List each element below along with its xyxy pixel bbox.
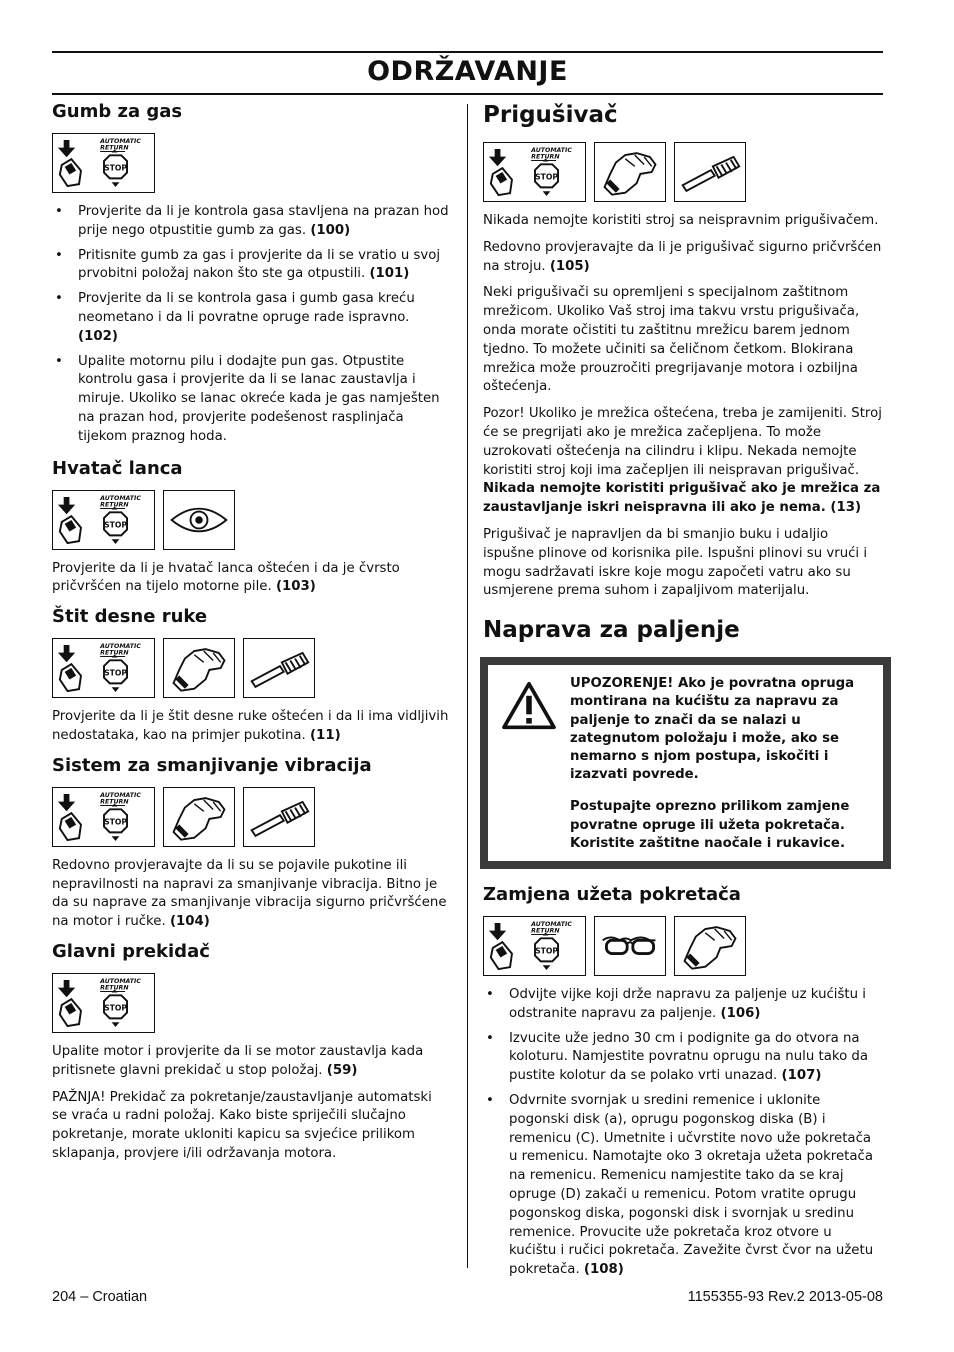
brush-icon xyxy=(674,142,746,202)
page-title: ODRŽAVANJE xyxy=(367,56,568,87)
icon-row-zamjena xyxy=(483,916,883,976)
prekidac-note: PAŽNJA! Prekidač za pokretanje/zaustavljanje automatski se vraća u radni položaj. Kako biste spriječili slučajno pokretanje, morate ukloniti kapicu sa svjećice prilikom sklapanja, provjere i/ili održavanja motora. xyxy=(52,1089,432,1161)
icon-row-gumb xyxy=(52,133,450,193)
list-item: • Odvrnite svornjak u sredini remenice i uklonite pogonski disk (a), oprugu pogonskog diska (B) i remenicu (C). Umetnite i učvrstite novo uže pokretača u remenicu. Namotajte oko 3 okretaja užeta pokretača na remenicu. Remenicu namjestite tako da se kraj opruge (D) zakači u remenicu. Potom vratite oprugu pogonskog diska, pogonski disk i svornjak u sredinu remenice. Provucite uže pokretača kroz otvore u kućištu i ručici pokretača. Zavežite čvrst čvor na užetu pokretača. (108) xyxy=(483,1092,883,1280)
icon-row-hvatac xyxy=(52,490,450,550)
footer-page-number: 204 – Croatian xyxy=(52,1289,148,1305)
warning-text: UPOZORENJE! Ako je povratna opruga montirana na kućištu za napravu za paljenje to znači da se nalazi u zategnutom položaju i može, ako se nemarno s njom postupa, iskočiti i izazvati povrede. xyxy=(570,676,855,783)
gumb-list xyxy=(52,203,450,447)
glove-icon xyxy=(594,142,666,202)
automatic-return-stop-icon xyxy=(483,916,586,976)
left-column xyxy=(52,100,450,1172)
section-heading-prekidac: Glavni prekidač xyxy=(52,940,210,962)
column-separator xyxy=(467,104,468,1268)
automatic-return-stop-icon xyxy=(52,133,155,193)
automatic-return-stop-icon xyxy=(52,973,155,1033)
glove-icon xyxy=(163,787,235,847)
icon-row-prigusivac xyxy=(483,142,883,202)
list-item: • Odvijte vijke koji drže napravu za paljenje uz kućištu i odstranite napravu za paljenje. (106) xyxy=(483,986,883,1024)
glove-icon xyxy=(674,916,746,976)
brush-icon xyxy=(243,638,315,698)
hvatac-text: Provjerite da li je hvatač lanca oštećen i da je čvrsto pričvršćen na tijelo motorne pile. (103) xyxy=(52,560,400,595)
list-item: • Provjerite da li je kontrola gasa stavljena na prazan hod prije nego otpustitie gumb za gas. (100) xyxy=(52,203,450,241)
prigusivac-p3: Neki prigušivači su opremljeni s specijalnom zaštitnom mrežicom. Ukoliko Vaš stroj ima takvu vrstu prigušivača, onda morate očistiti tu zaštitnu mrežicu barem jednom tjedno. To možete učiniti sa čeličnom četkom. Blokirana mrežica može prouzročiti pregrijavanje motora i ozbiljna oštećenja. xyxy=(483,285,860,395)
brush-icon xyxy=(243,787,315,847)
eye-icon xyxy=(163,490,235,550)
section-heading-naprava: Naprava za paljenje xyxy=(483,617,740,644)
vibracija-text: Redovno provjeravajte da li su se pojavile pukotine ili nepravilnosti na napravi za smanjivanje vibracija. Bitno je da su naprave za smanjivanje vibracija sigurno pričvršćene na motor i ručke. (104) xyxy=(52,857,447,930)
list-item: • Provjerite da li se kontrola gasa i gumb gasa kreću neometano i da li povratne opruge rade ispravno. (102) xyxy=(52,290,450,346)
section-heading-hvatac: Hvatač lanca xyxy=(52,457,183,479)
zamjena-list xyxy=(483,986,883,1280)
automatic-return-stop-icon xyxy=(483,142,586,202)
title-rule xyxy=(52,93,883,95)
icon-row-prekidac xyxy=(52,973,450,1033)
section-heading-vibracija: Sistem za smanjivanje vibracija xyxy=(52,754,372,776)
warning-box xyxy=(480,657,891,869)
prigusivac-p4: Pozor! Ukoliko je mrežica oštećena, treba je zamijeniti. Stroj će se pregrijati ako je mrežica začepljena. To može uzrokovati oštećenja na cilindru i klipu. Nekada nemojte koristiti stroj koji ima začepljen ili neispravan prigušivač. Nikada nemojte koristiti prigušivač ako je mrežica za zaustavljanje iskri neispravna ili ako je nema. (13) xyxy=(483,406,882,516)
list-item: • Upalite motornu pilu i dodajte pun gas. Otpustite kontrolu gasa i provjerite da li se lanac zaustavlja i miruje. Ukoliko se lanac okreće kada je gas namješten na prazan hod, provjerite podešenost rasplinjača tijekom praznog hoda. xyxy=(52,353,450,447)
section-heading-prigusivac: Prigušivač xyxy=(483,102,618,128)
section-heading-gumb: Gumb za gas xyxy=(52,101,183,122)
list-item: • Pritisnite gumb za gas i provjerite da li se vratio u svoj prvobitni položaj nakon što ste ga otpustili. (101) xyxy=(52,247,450,285)
goggles-icon xyxy=(594,916,666,976)
prigusivac-p1: Nikada nemojte koristiti stroj sa neispravnim prigušivačem. xyxy=(483,213,879,228)
automatic-return-stop-icon xyxy=(52,638,155,698)
section-heading-stit: Štit desne ruke xyxy=(52,606,208,628)
prigusivac-p2: Redovno provjeravajte da li je prigušivač sigurno pričvršćen na stroju. (105) xyxy=(483,239,882,274)
section-heading-zamjena: Zamjena užeta pokretača xyxy=(483,883,741,905)
automatic-return-stop-icon xyxy=(52,787,155,847)
automatic-return-stop-icon xyxy=(52,490,155,550)
prekidac-text: Upalite motor i provjerite da li se motor zaustavlja kada pritisnete glavni prekidač u stop položaj. (59) xyxy=(52,1043,424,1078)
top-rule xyxy=(52,51,883,53)
icon-row-vibracija xyxy=(52,787,450,847)
warning-text-2: Postupajte oprezno prilikom zamjene povratne opruge ili užeta pokretača. Koristite zaštitne naočale i rukavice. xyxy=(570,799,850,851)
prigusivac-p5: Prigušivač je napravljen da bi smanjio buku i udaljio ispušne plinove od korisnika pile. Ispušni plinovi su vrući i mogu sadržavati iskre koje mogu započeti vatru ako su usmjerene prema suhom i zapaljivom materijalu. xyxy=(483,526,868,599)
glove-icon xyxy=(163,638,235,698)
footer-doc-id: 1155355-93 Rev.2 2013-05-08 xyxy=(687,1289,883,1305)
icon-row-stit xyxy=(52,638,450,698)
stit-text: Provjerite da li je štit desne ruke oštećen i da li ima vidljivih nedostataka, kao na primjer pukotina. (11) xyxy=(52,709,449,743)
list-item: • Izvucite uže jedno 30 cm i podignite ga do otvora na koloturu. Namjestite povratnu oprugu na nulu tako da pustite kolotur da se polako vrti unazad. (107) xyxy=(483,1030,883,1086)
right-column xyxy=(483,100,883,1290)
warning-triangle-icon xyxy=(488,675,570,853)
